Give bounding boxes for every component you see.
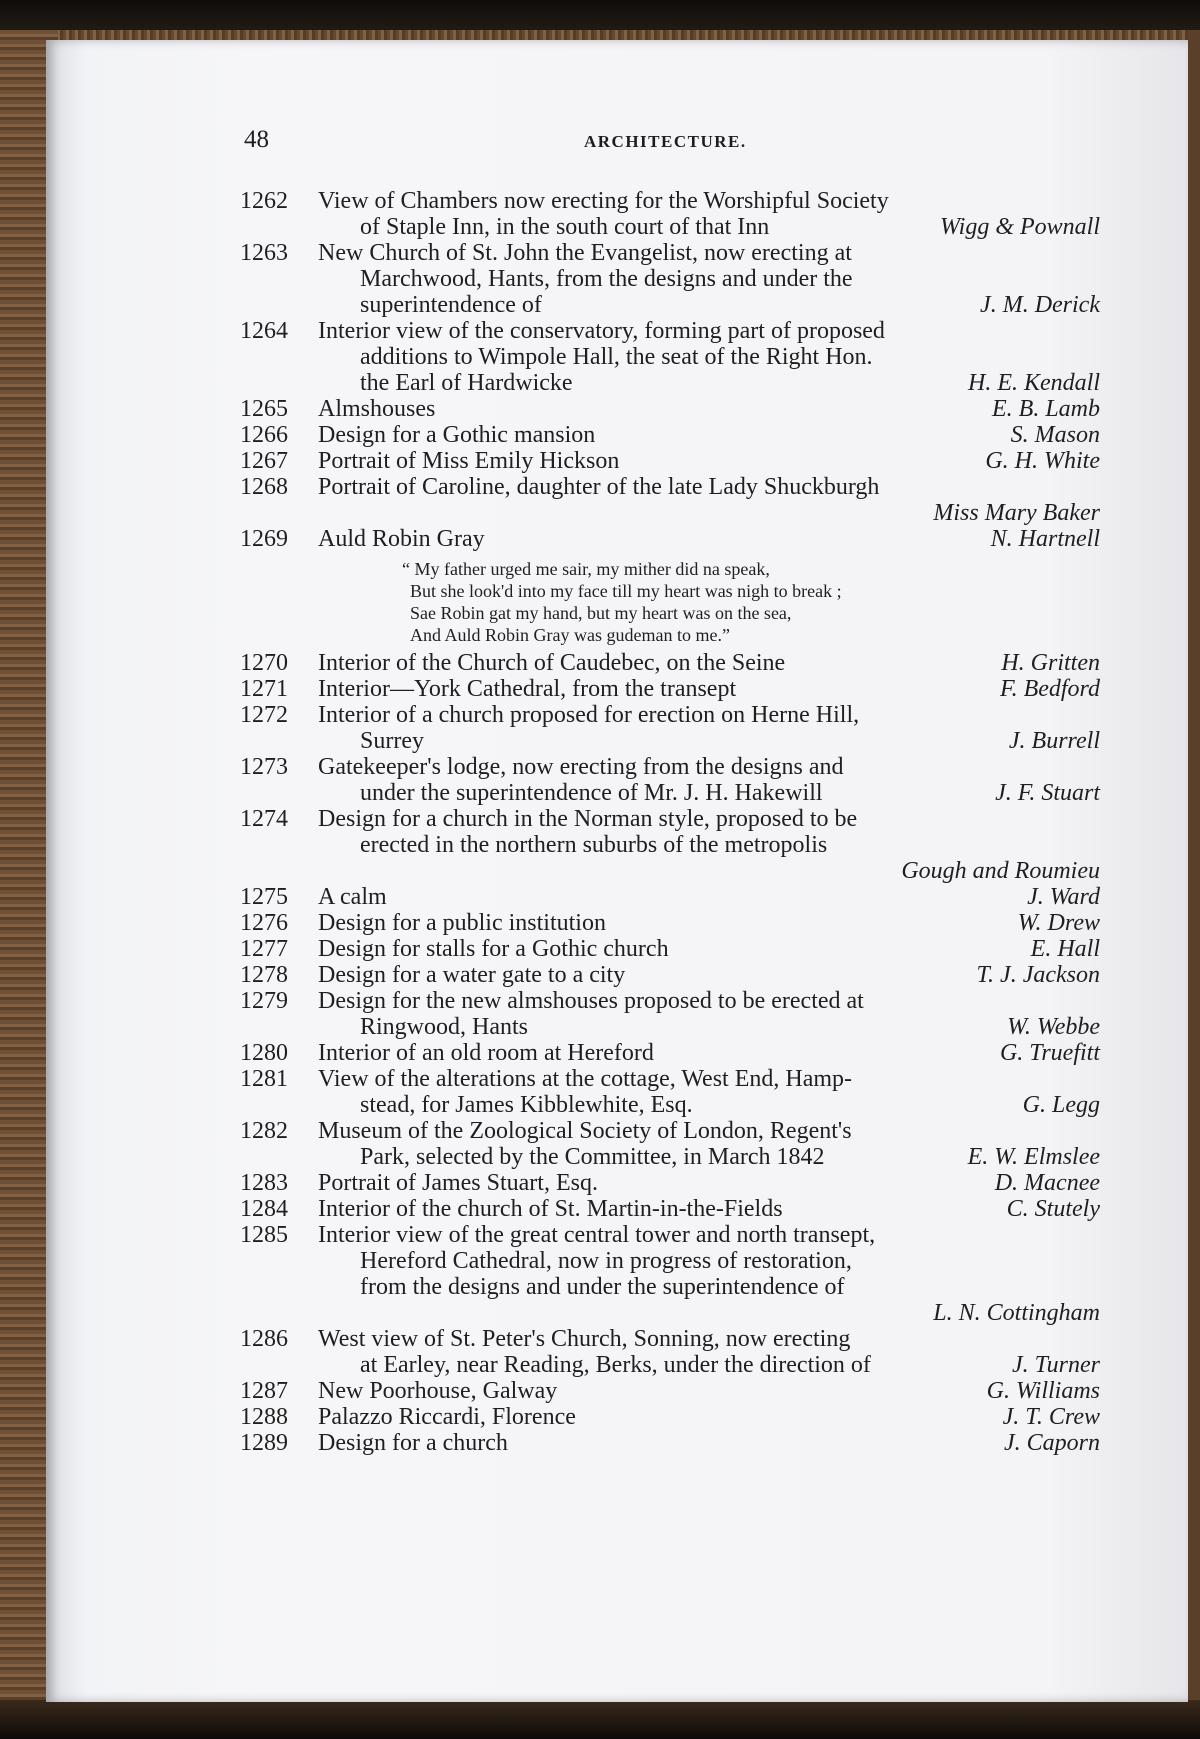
entry-title: New Church of St. John the Evangelist, now erecting at <box>318 240 852 266</box>
entry-number: 1273 <box>240 754 288 780</box>
entry-artist: E. W. Elmslee <box>967 1144 1100 1170</box>
catalogue-entry <box>240 1430 1100 1456</box>
entry-title: additions to Wimpole Hall, the seat of the Right Hon. <box>360 344 873 370</box>
catalogue-entry <box>240 526 1100 552</box>
catalogue-entry <box>240 702 1100 754</box>
entry-line <box>240 1326 1100 1352</box>
entry-number: 1289 <box>240 1430 288 1456</box>
entry-artist: G. Truefitt <box>999 1040 1100 1066</box>
entry-title: Portrait of Caroline, daughter of the late Lady Shuckburgh <box>318 474 880 500</box>
entry-artist: H. E. Kendall <box>968 370 1100 396</box>
entry-title: Design for a Gothic mansion <box>318 422 596 448</box>
running-head: ARCHITECTURE. <box>584 132 747 151</box>
entry-line <box>240 754 1100 780</box>
entry-artist: J. F. Stuart <box>995 780 1100 806</box>
entry-line <box>240 448 1100 474</box>
entry-number: 1286 <box>240 1326 288 1352</box>
catalogue-entry <box>240 962 1100 988</box>
quotation-line: “ My father urged me sair, my mither did na speak, <box>402 559 770 579</box>
quotation-line: And Auld Robin Gray was gudeman to me.” <box>410 625 730 645</box>
entry-artist: J. Burrell <box>1008 728 1100 754</box>
catalogue-entry <box>240 988 1100 1040</box>
entry-number: 1281 <box>240 1066 288 1092</box>
quotation-line: But she look'd into my face till my heart was nigh to break ; <box>410 581 842 601</box>
entry-number: 1272 <box>240 702 288 728</box>
entry-line <box>240 780 1100 806</box>
entry-line <box>240 344 1100 370</box>
entry-title: Design for the new almshouses proposed to be erected at <box>318 988 864 1014</box>
catalogue-entry <box>240 754 1100 806</box>
entry-title: erected in the northern suburbs of the metropolis <box>360 832 828 858</box>
entry-line <box>240 1014 1100 1040</box>
ballad-quotation <box>402 552 1100 650</box>
entry-line <box>240 1430 1100 1456</box>
entry-line <box>240 858 1100 884</box>
catalogue-entry <box>240 1118 1100 1170</box>
entry-line <box>240 1404 1100 1430</box>
catalogue-entry <box>240 318 1100 396</box>
book-cover-bottom <box>0 1700 1200 1739</box>
entry-line <box>240 650 1100 676</box>
catalogue-entry <box>240 422 1100 448</box>
entry-line <box>240 676 1100 702</box>
entry-artist: L. N. Cottingham <box>933 1300 1100 1326</box>
entry-number: 1271 <box>240 676 288 702</box>
entry-line <box>240 500 1100 526</box>
entry-title: stead, for James Kibblewhite, Esq. <box>360 1092 693 1118</box>
entry-artist: J. Ward <box>1027 884 1100 910</box>
entry-line <box>240 702 1100 728</box>
catalogue-entry <box>240 396 1100 422</box>
catalogue-entry <box>240 474 1100 526</box>
catalogue-entry <box>240 1196 1100 1222</box>
entry-artist: G. H. White <box>985 448 1100 474</box>
entry-artist: E. B. Lamb <box>992 396 1100 422</box>
entry-number: 1267 <box>240 448 288 474</box>
entry-number: 1282 <box>240 1118 288 1144</box>
entry-line <box>240 240 1100 266</box>
entry-title: Marchwood, Hants, from the designs and under the <box>360 266 853 292</box>
entry-number: 1283 <box>240 1170 288 1196</box>
entry-artist: W. Webbe <box>1007 1014 1100 1040</box>
catalogue-entry <box>240 936 1100 962</box>
entry-title: Auld Robin Gray <box>318 526 485 552</box>
entry-artist: H. Gritten <box>1001 650 1100 676</box>
catalogue-entry <box>240 1040 1100 1066</box>
book-cover-right <box>1188 30 1200 1710</box>
entry-number: 1265 <box>240 396 288 422</box>
entry-number: 1264 <box>240 318 288 344</box>
entry-line <box>240 318 1100 344</box>
catalogue-entry <box>240 1404 1100 1430</box>
entry-title: at Earley, near Reading, Berks, under the direction of <box>360 1352 871 1378</box>
entry-number: 1263 <box>240 240 288 266</box>
entry-line <box>240 728 1100 754</box>
entry-line <box>240 266 1100 292</box>
entry-title: Interior of the Church of Caudebec, on the Seine <box>318 650 786 676</box>
entry-title: West view of St. Peter's Church, Sonning, now erecting <box>318 1326 851 1352</box>
catalogue-entry <box>240 1378 1100 1404</box>
catalogue-entry <box>240 1170 1100 1196</box>
entry-line <box>240 1352 1100 1378</box>
entry-line <box>240 526 1100 552</box>
entry-line <box>240 422 1100 448</box>
entry-artist: J. M. Derick <box>980 292 1100 318</box>
catalogue-entry <box>240 910 1100 936</box>
catalogue-entry <box>240 806 1100 884</box>
entry-title: Interior view of the great central tower and north transept, <box>318 1222 876 1248</box>
entry-line <box>240 936 1100 962</box>
catalogue-entry <box>240 1326 1100 1378</box>
entry-title: the Earl of Hardwicke <box>360 370 573 396</box>
entry-line <box>240 1378 1100 1404</box>
entry-title: superintendence of <box>360 292 542 318</box>
entry-line <box>240 1248 1100 1274</box>
entry-line <box>240 1170 1100 1196</box>
catalogue-entry <box>240 884 1100 910</box>
catalogue-entry <box>240 650 1100 676</box>
entry-title: Interior—York Cathedral, from the transept <box>318 676 737 702</box>
entry-title: Portrait of Miss Emily Hickson <box>318 448 620 474</box>
entry-title: Gatekeeper's lodge, now erecting from the designs and <box>318 754 844 780</box>
quotation-line: Sae Robin gat my hand, but my heart was on the sea, <box>410 603 792 623</box>
entry-line <box>240 1040 1100 1066</box>
entry-line <box>240 188 1100 214</box>
entry-number: 1275 <box>240 884 288 910</box>
entry-title: Palazzo Riccardi, Florence <box>318 1404 576 1430</box>
entry-number: 1268 <box>240 474 288 500</box>
catalogue-entry <box>240 448 1100 474</box>
entry-artist: F. Bedford <box>1000 676 1100 702</box>
entry-line <box>240 910 1100 936</box>
entry-title: Design for stalls for a Gothic church <box>318 936 669 962</box>
entry-title: Museum of the Zoological Society of London, Regent's <box>318 1118 852 1144</box>
entry-title: Portrait of James Stuart, Esq. <box>318 1170 598 1196</box>
entry-title: Almshouses <box>318 396 436 422</box>
entry-line <box>240 1196 1100 1222</box>
entry-title: View of the alterations at the cottage, West End, Hamp- <box>318 1066 853 1092</box>
entry-line <box>240 1222 1100 1248</box>
entry-line <box>240 988 1100 1014</box>
entry-line <box>240 1144 1100 1170</box>
entry-artist: E. Hall <box>1030 936 1100 962</box>
entry-artist: T. J. Jackson <box>976 962 1100 988</box>
entry-number: 1270 <box>240 650 288 676</box>
entry-line <box>240 806 1100 832</box>
entry-title: under the superintendence of Mr. J. H. Hakewill <box>360 780 823 806</box>
entry-number: 1287 <box>240 1378 288 1404</box>
entry-title: Surrey <box>360 728 424 754</box>
catalogue-entries <box>240 188 1100 1456</box>
entry-line <box>240 396 1100 422</box>
entry-number: 1274 <box>240 806 288 832</box>
entry-title: View of Chambers now erecting for the Worshipful Society <box>318 188 889 214</box>
entry-title: Interior of the church of St. Martin-in-the-Fields <box>318 1196 783 1222</box>
entry-artist: J. Caporn <box>1004 1430 1100 1456</box>
entry-number: 1288 <box>240 1404 288 1430</box>
entry-line <box>240 214 1100 240</box>
entry-title: Park, selected by the Committee, in March 1842 <box>360 1144 825 1170</box>
entry-number: 1262 <box>240 188 288 214</box>
catalogue-entry <box>240 1222 1100 1326</box>
entry-title: Hereford Cathedral, now in progress of restoration, <box>360 1248 852 1274</box>
entry-title: Design for a church in the Norman style, proposed to be <box>318 806 858 832</box>
entry-number: 1276 <box>240 910 288 936</box>
catalogue-entry <box>240 1066 1100 1118</box>
entry-artist: D. Macnee <box>994 1170 1100 1196</box>
entry-title: of Staple Inn, in the south court of that Inn <box>360 214 770 240</box>
entry-number: 1284 <box>240 1196 288 1222</box>
entry-title: from the designs and under the superintendence of <box>360 1274 845 1300</box>
entry-line <box>240 884 1100 910</box>
entry-number: 1269 <box>240 526 288 552</box>
catalogue-entry <box>240 676 1100 702</box>
entry-artist: J. T. Crew <box>1002 1404 1100 1430</box>
entry-line <box>240 1300 1100 1326</box>
entry-title: Design for a public institution <box>318 910 606 936</box>
entry-line <box>240 1118 1100 1144</box>
entry-artist: N. Hartnell <box>990 526 1100 552</box>
entry-number: 1280 <box>240 1040 288 1066</box>
entry-title: Design for a water gate to a city <box>318 962 626 988</box>
entry-artist: Wigg & Pownall <box>939 214 1100 240</box>
entry-number: 1279 <box>240 988 288 1014</box>
entry-line <box>240 474 1100 500</box>
entry-title: A calm <box>318 884 387 910</box>
entry-artist: C. Stutely <box>1006 1196 1100 1222</box>
entry-title: Design for a church <box>318 1430 508 1456</box>
entry-line <box>240 370 1100 396</box>
entry-artist: S. Mason <box>1010 422 1100 448</box>
catalogue-entry <box>240 240 1100 318</box>
entry-title: Interior of a church proposed for erection on Herne Hill, <box>318 702 860 728</box>
entry-artist: Gough and Roumieu <box>901 858 1100 884</box>
entry-line <box>240 1274 1100 1300</box>
entry-artist: G. Williams <box>986 1378 1100 1404</box>
catalogue-entry <box>240 188 1100 240</box>
entry-line <box>240 832 1100 858</box>
entry-artist: J. Turner <box>1011 1352 1100 1378</box>
entry-artist: G. Legg <box>1022 1092 1100 1118</box>
entry-number: 1266 <box>240 422 288 448</box>
entry-line <box>240 292 1100 318</box>
entry-line <box>240 1092 1100 1118</box>
page-number: 48 <box>244 126 269 153</box>
entry-artist: Miss Mary Baker <box>933 500 1100 526</box>
entry-title: New Poorhouse, Galway <box>318 1378 558 1404</box>
entry-title: Interior of an old room at Hereford <box>318 1040 654 1066</box>
entry-title: Ringwood, Hants <box>360 1014 528 1040</box>
page-header <box>244 126 1104 160</box>
entry-number: 1277 <box>240 936 288 962</box>
entry-line <box>240 1066 1100 1092</box>
entry-number: 1278 <box>240 962 288 988</box>
entry-number: 1285 <box>240 1222 288 1248</box>
entry-title: Interior view of the conservatory, forming part of proposed <box>318 318 885 344</box>
entry-artist: W. Drew <box>1017 910 1100 936</box>
entry-line <box>240 962 1100 988</box>
